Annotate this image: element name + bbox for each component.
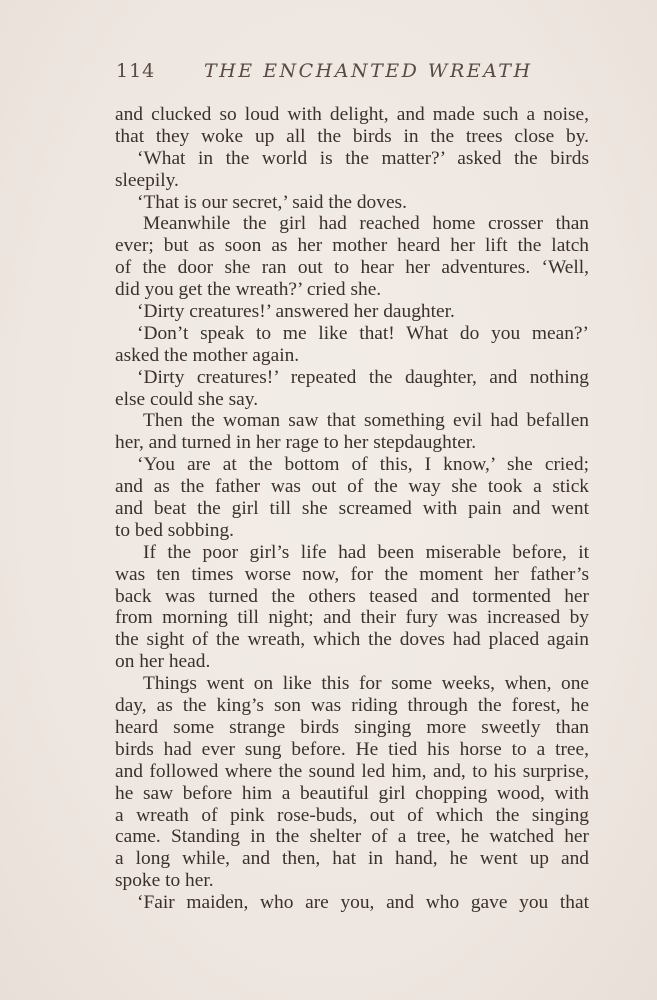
text-line: ‘Don’t speak to me like that! What do you mean?’ [137, 322, 589, 344]
running-title: THE ENCHANTED WREATH [204, 60, 533, 82]
text-line: a wreath of pink rose-buds, out of which the singing [115, 804, 589, 826]
running-head [116, 60, 586, 86]
text-line: and as the father was out of the way she took a stick [115, 476, 589, 498]
text-line: came. Standing in the shelter of a tree, he watched her [115, 826, 589, 848]
text-line: to bed sobbing. [115, 519, 235, 541]
text-line: did you get the wreath?’ cried she. [115, 279, 382, 301]
text-line: heard some strange birds singing more sweetly than [115, 716, 589, 738]
text-line: day, as the king’s son was riding through the forest, he [115, 695, 589, 717]
text-line: he saw before him a beautiful girl chopping wood, with [115, 782, 589, 804]
text-line: that they woke up all the birds in the trees close by. [115, 125, 589, 147]
text-line: spoke to her. [115, 870, 214, 892]
text-line: Then the woman saw that something evil had befallen [143, 410, 589, 432]
text-line: a long while, and then, hat in hand, he went up and [115, 848, 589, 870]
text-line: ‘You are at the bottom of this, I know,’ she cried; [137, 454, 589, 476]
text-line: sleepily. [115, 169, 179, 191]
text-line: ‘That is our secret,’ said the doves. [137, 191, 407, 213]
text-line: If the poor girl’s life had been miserable before, it [143, 541, 589, 563]
page-number: 114 [116, 60, 156, 82]
text-line: and followed where the sound led him, and, to his surprise, [115, 760, 589, 782]
text-line: Things went on like this for some weeks, when, one [143, 673, 589, 695]
text-line: ‘Dirty creatures!’ repeated the daughter, and nothing [137, 366, 589, 388]
text-line: her, and turned in her rage to her stepdaughter. [115, 432, 477, 454]
text-line: on her head. [115, 651, 211, 673]
text-line: Meanwhile the girl had reached home crosser than [143, 213, 589, 235]
text-line: the sight of the wreath, which the doves had placed again [115, 629, 589, 651]
text-line: ‘Fair maiden, who are you, and who gave you that [137, 892, 589, 914]
text-line: ‘Dirty creatures!’ answered her daughter. [137, 301, 455, 323]
text-line: and clucked so loud with delight, and made such a noise, [115, 104, 589, 125]
text-line: else could she say. [115, 388, 259, 410]
text-line: and beat the girl till she screamed with pain and went [115, 498, 589, 520]
text-line: asked the mother again. [115, 344, 300, 366]
text-line: from morning till night; and their fury was increased by [115, 607, 589, 629]
text-line: of the door she ran out to hear her adventures. ‘Well, [115, 257, 589, 279]
text-line: ‘What in the world is the matter?’ asked the birds [137, 147, 589, 169]
text-line: ever; but as soon as her mother heard her lift the latch [115, 235, 589, 257]
text-line: birds had ever sung before. He tied his horse to a tree, [115, 738, 589, 760]
text-line: was ten times worse now, for the moment her father’s [115, 563, 589, 585]
body-text [115, 104, 589, 914]
text-line: back was turned the others teased and tormented her [115, 585, 589, 607]
